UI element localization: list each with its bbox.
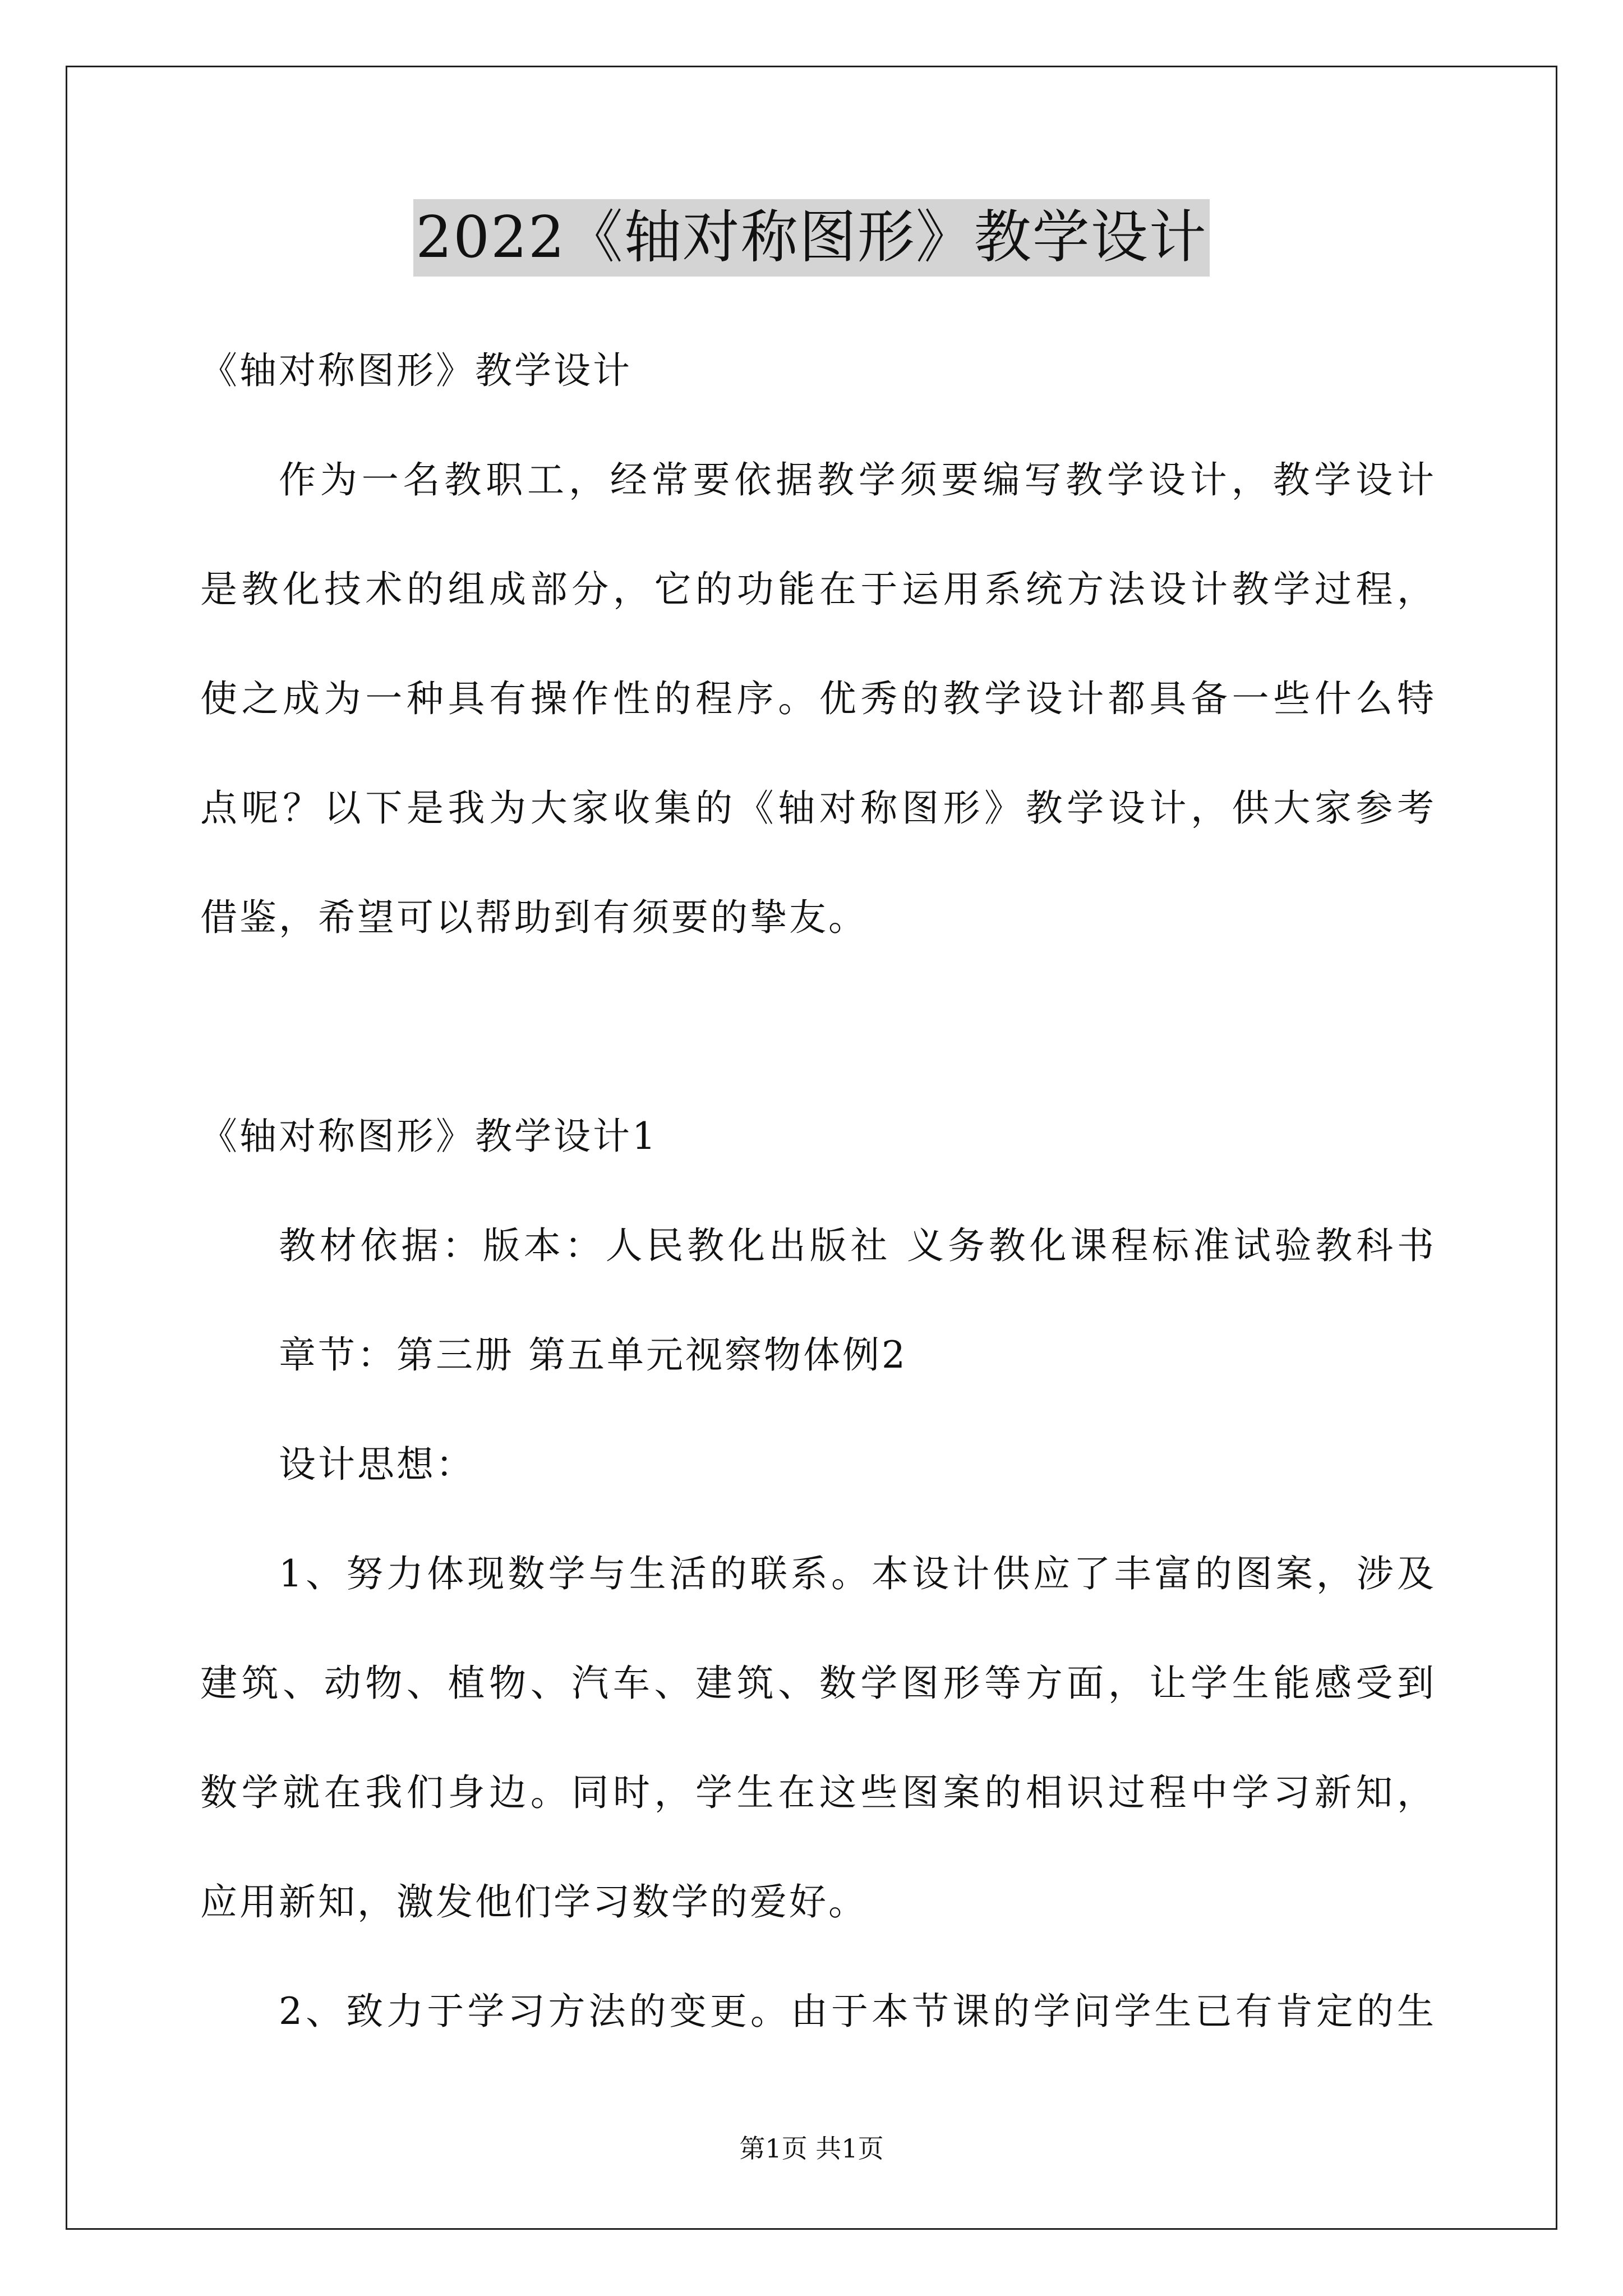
paragraph-line: 教材依据：版本：人民教化出版社 义务教化课程标准试验教科书: [279, 1224, 1434, 1267]
paragraph-line: 是教化技术的组成部分，它的功能在于运用系统方法设计教学过程，: [200, 568, 1434, 611]
paragraph-line: 建筑、动物、植物、汽车、建筑、数学图形等方面，让学生能感受到: [200, 1662, 1434, 1705]
section-heading: 《轴对称图形》教学设计1: [200, 1115, 658, 1158]
paragraph-line: 作为一名教职工，经常要依据教学须要编写教学设计，教学设计: [279, 458, 1434, 501]
paragraph-line: 使之成为一种具有操作性的程序。优秀的教学设计都具备一些什么特: [200, 677, 1434, 720]
paragraph-line: 2、致力于学习方法的变更。由于本节课的学问学生已有肯定的生: [279, 1990, 1434, 2033]
paragraph-line: 应用新知，激发他们学习数学的爱好。: [200, 1880, 868, 1924]
document-title: 2022《轴对称图形》教学设计: [413, 199, 1210, 277]
paragraph-line: 1、努力体现数学与生活的联系。本设计供应了丰富的图案，涉及: [279, 1552, 1434, 1595]
title-area: [0, 199, 1623, 277]
paragraph-line: 设计思想：: [279, 1443, 475, 1486]
paragraph-line: 借鉴，希望可以帮助到有须要的挚友。: [200, 896, 868, 939]
page-footer: 第1页 共1页: [739, 2133, 884, 2164]
paragraph-line: 章节：第三册 第五单元视察物体例2: [279, 1333, 907, 1377]
paragraph-line: 点呢？以下是我为大家收集的《轴对称图形》教学设计，供大家参考: [200, 786, 1434, 830]
paragraph-line: 数学就在我们身边。同时，学生在这些图案的相识过程中学习新知，: [200, 1771, 1434, 1814]
subtitle: 《轴对称图形》教学设计: [200, 349, 632, 392]
